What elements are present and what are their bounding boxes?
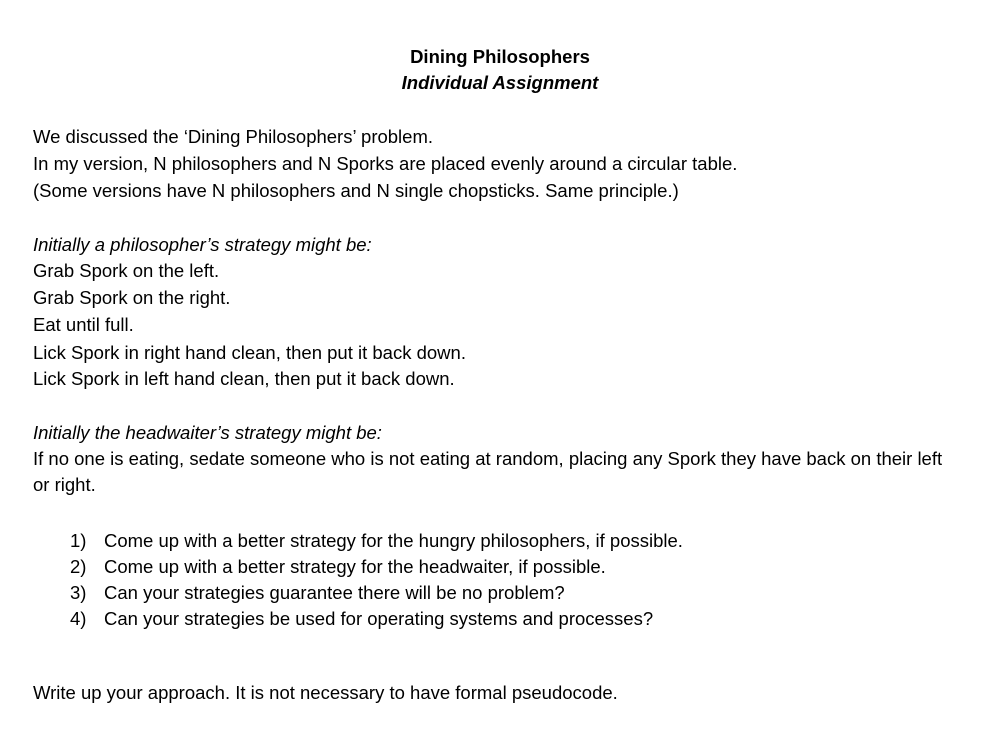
philosopher-step: Lick Spork in left hand clean, then put it back down.	[33, 368, 455, 389]
question-number: 4)	[70, 608, 87, 629]
intro-line: In my version, N philosophers and N Sporks are placed evenly around a circular table.	[33, 153, 738, 174]
question-text: Can your strategies guarantee there will be no problem?	[104, 582, 565, 603]
headwaiter-strategy-heading: Initially the headwaiter’s strategy might be:	[33, 422, 382, 443]
philosopher-strategy-heading: Initially a philosopher’s strategy might be:	[33, 234, 372, 255]
question-list	[70, 530, 683, 634]
intro-line: We discussed the ‘Dining Philosophers’ problem.	[33, 126, 434, 147]
question-text: Come up with a better strategy for the headwaiter, if possible.	[104, 556, 606, 577]
question-item	[70, 582, 683, 608]
question-text: Come up with a better strategy for the hungry philosophers, if possible.	[104, 530, 683, 551]
question-item	[70, 530, 683, 556]
document-subtitle: Individual Assignment	[401, 72, 599, 93]
closing-instruction: Write up your approach. It is not necessary to have formal pseudocode.	[33, 682, 618, 703]
question-item	[70, 556, 683, 582]
question-text: Can your strategies be used for operating systems and processes?	[104, 608, 654, 629]
philosopher-step: Grab Spork on the left.	[33, 260, 220, 281]
question-number: 3)	[70, 582, 87, 603]
question-item	[70, 608, 683, 634]
headwaiter-strategy-text: If no one is eating, sedate someone who is not eating at random, placing any Spork they have back on their left or right.	[33, 448, 943, 495]
philosopher-step: Eat until full.	[33, 314, 134, 335]
question-number: 1)	[70, 530, 87, 551]
document-title: Dining Philosophers	[410, 46, 590, 67]
question-number: 2)	[70, 556, 87, 577]
philosopher-step: Lick Spork in right hand clean, then put it back down.	[33, 342, 466, 363]
intro-line: (Some versions have N philosophers and N single chopsticks. Same principle.)	[33, 180, 679, 201]
philosopher-step: Grab Spork on the right.	[33, 287, 231, 308]
